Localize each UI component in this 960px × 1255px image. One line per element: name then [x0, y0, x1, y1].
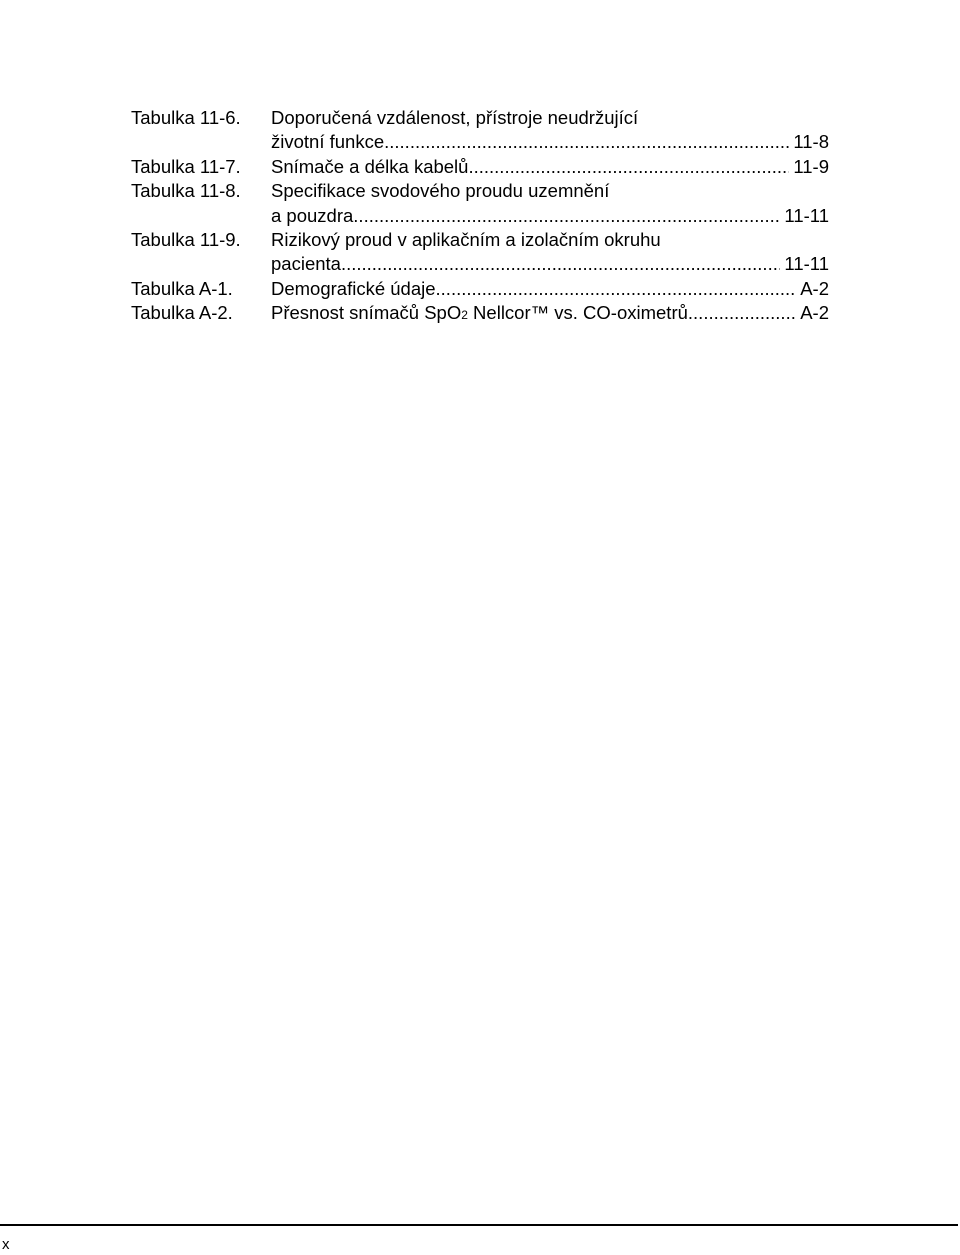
- table-of-tables: [131, 106, 829, 328]
- dot-leader: [341, 252, 780, 276]
- toc-entry-label: Tabulka 11-8.: [131, 180, 241, 202]
- dot-leader: [384, 130, 789, 154]
- toc-entry-title-continued: pacienta: [271, 253, 341, 275]
- toc-entry-title: Specifikace svodového proudu uzemnění: [271, 180, 610, 202]
- toc-entry-title-continued: životní funkce: [271, 131, 385, 153]
- toc-entry[interactable]: [131, 179, 829, 228]
- toc-entry-title-line: [271, 301, 829, 327]
- toc-entry-label: Tabulka 11-9.: [131, 229, 241, 251]
- toc-entry-title-line: [271, 204, 829, 228]
- toc-entry[interactable]: [131, 277, 829, 301]
- toc-entry-title-continued: a pouzdra: [271, 204, 354, 226]
- toc-entry-body: [271, 277, 829, 301]
- toc-entry-label: Tabulka 11-6.: [131, 107, 241, 128]
- toc-entry-title: [271, 301, 688, 327]
- toc-entry-body: [271, 301, 829, 327]
- toc-entry-body: [271, 228, 829, 277]
- subscript-two: 2: [461, 308, 468, 323]
- toc-entry-label: Tabulka 11-7.: [131, 155, 241, 177]
- toc-entry-page: 11-11: [784, 204, 829, 226]
- page-number: x: [2, 1236, 10, 1253]
- toc-entry-title-line: [271, 106, 829, 130]
- toc-entry-title-line: [271, 277, 829, 301]
- toc-entry-title-line: [271, 130, 829, 154]
- toc-entry-title-line: [271, 155, 829, 179]
- toc-entry-title: Rizikový proud v aplikačním a izolačním okruhu: [271, 229, 661, 251]
- toc-entry-body: [271, 155, 829, 179]
- toc-entry-title-part: Nellcor™ vs. CO-oximetrů: [467, 302, 688, 324]
- toc-entry[interactable]: [131, 301, 829, 327]
- toc-entry-page: 11-11: [784, 253, 829, 275]
- toc-entry[interactable]: [131, 106, 829, 155]
- toc-entry-title: Demografické údaje: [271, 277, 436, 299]
- toc-entry-body: [271, 106, 829, 155]
- toc-entry-title-part: Přesnost snímačů SpO: [271, 302, 462, 324]
- dot-leader: [436, 277, 797, 301]
- toc-entry-page: A-2: [800, 302, 829, 324]
- toc-entry-body: [271, 179, 829, 228]
- toc-entry[interactable]: [131, 155, 829, 179]
- toc-entry-title-line: [271, 179, 829, 203]
- dot-leader: [353, 204, 780, 228]
- toc-entry-title-line: [271, 252, 829, 276]
- toc-entry-page: 11-8: [793, 131, 829, 153]
- dot-leader: [468, 155, 789, 179]
- toc-entry-page: A-2: [800, 277, 829, 299]
- toc-entry-title-line: [271, 228, 829, 252]
- toc-entry-title: Doporučená vzdálenost, přístroje neudržující: [271, 107, 639, 128]
- toc-entry-title: Snímače a délka kabelů: [271, 155, 469, 177]
- toc-entry-label: Tabulka A-2.: [131, 302, 233, 324]
- dot-leader: [688, 301, 796, 325]
- toc-entry-page: 11-9: [793, 155, 829, 177]
- toc-entry-label: Tabulka A-1.: [131, 277, 233, 299]
- toc-entry[interactable]: [131, 228, 829, 277]
- footer-rule: [0, 1224, 958, 1226]
